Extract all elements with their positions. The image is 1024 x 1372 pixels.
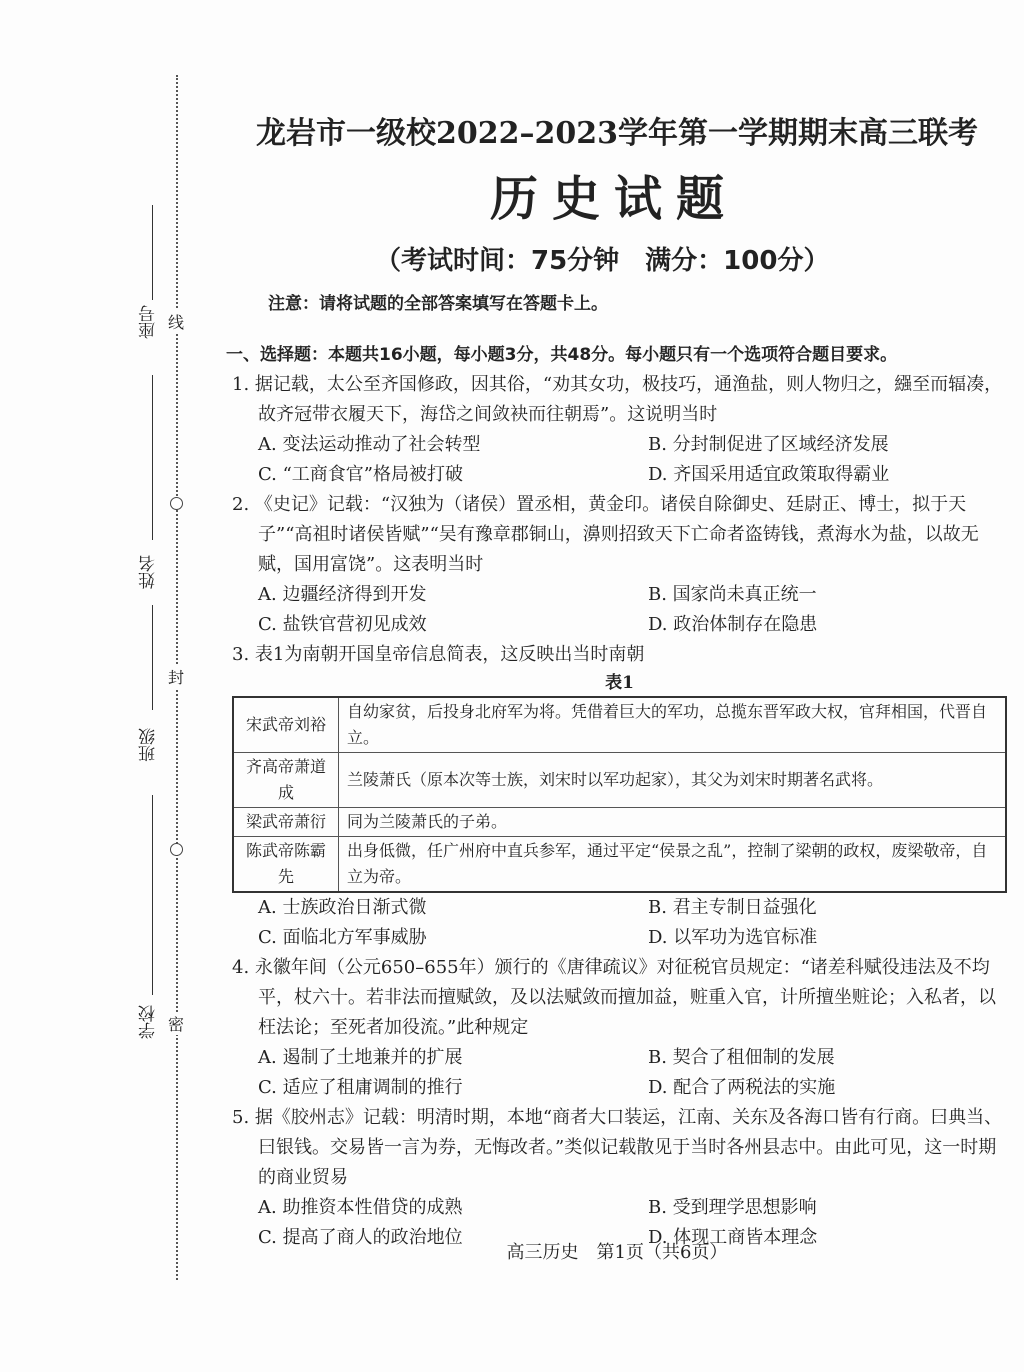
- class-blank: [152, 605, 153, 710]
- punch-circle: [170, 497, 183, 510]
- option-c: C. “工商食官”格局被打破: [258, 464, 463, 485]
- option-a: A. 遏制了土地兼并的扩展: [258, 1047, 463, 1068]
- emperor-info: 出身低微，任广州府中直兵参军，通过平定“侯景之乱”，控制了梁朝的政权，废梁敬帝，自立为帝。: [339, 837, 1007, 893]
- option-d: D. 配合了两税法的实施: [648, 1077, 836, 1098]
- emperor-name: 梁武帝萧衍: [233, 808, 339, 837]
- page-footer: 高三历史 第1页（共6页）: [506, 1242, 728, 1263]
- seat-label: 座号: [139, 305, 159, 339]
- seat-blank: [152, 205, 153, 300]
- option-a: A. 边疆经济得到开发: [258, 584, 427, 605]
- option-a: A. 士族政治日渐式微: [258, 897, 427, 918]
- line-mark: 线: [168, 310, 184, 333]
- school-label: 学校: [139, 1005, 159, 1039]
- notice: 注意：请将试题的全部答案填写在答题卡上。: [268, 294, 608, 314]
- option-b: B. 分封制促进了区域经济发展: [648, 434, 889, 455]
- option-b: B. 受到理学思想影响: [648, 1197, 817, 1218]
- table-row: [233, 697, 1006, 753]
- exam-title: 龙岩市一级校2022–2023学年第一学期期末高三联考: [256, 116, 978, 151]
- table-row: [233, 808, 1006, 837]
- seal-mark: 封: [168, 665, 184, 688]
- option-c: C. 盐铁官营初见成效: [258, 614, 427, 635]
- question-3: [232, 640, 1007, 953]
- question-stem: 1. 据记载，太公至齐国修政，因其俗，“劝其女功，极技巧，通渔盐，则人物归之，繦至而辐凑，故齐冠带衣履天下，海岱之间敛袂而往朝焉”。这说明当时: [232, 374, 1003, 425]
- table-row: [233, 837, 1006, 893]
- emperor-name: 宋武帝刘裕: [233, 697, 339, 753]
- option-c: C. 适应了租庸调制的推行: [258, 1077, 463, 1098]
- class-label: 班级: [139, 728, 159, 762]
- option-b: B. 君主专制日益强化: [648, 897, 817, 918]
- option-d: D. 体现工商皆本理念: [648, 1227, 818, 1248]
- option-c: C. 面临北方军事威胁: [258, 927, 427, 948]
- table-caption: 表1: [605, 673, 634, 693]
- school-blank: [152, 795, 153, 995]
- punch-circle: [170, 843, 183, 856]
- emperor-info: 兰陵萧氏（原本次等士族，刘宋时以军功起家），其父为刘宋时期著名武将。: [339, 753, 1007, 808]
- emperor-info: 自幼家贫，后投身北府军为将。凭借着巨大的军功，总揽东晋军政大权，官拜相国，代晋自立。: [339, 697, 1007, 753]
- question-1: [232, 370, 1007, 490]
- question-stem: 2. 《史记》记载：“汉独为（诸侯）置丞相，黄金印。诸侯自除御史、廷尉正、博士，拟于天子”“高祖时诸侯皆赋”“吴有豫章郡铜山，濞则招致天下亡命者盗铸钱，煮海水为盐，以故无赋，国用富饶”。这表明当时: [232, 494, 979, 575]
- option-b: B. 国家尚未真正统一: [648, 584, 817, 605]
- question-stem: 3. 表1为南朝开国皇帝信息简表，这反映出当时南朝: [232, 644, 645, 665]
- question-stem: 4. 永徽年间（公元650–655年）颁行的《唐律疏议》对征税官员规定：“诸差科赋役违法及不均平，杖六十。若非法而擅赋敛，及以法赋敛而擅加益，赃重入官，计所擅坐赃论；入私者，以枉法论；至死者加役流。”此种规定: [232, 957, 996, 1038]
- option-d: D. 齐国采用适宜政策取得霸业: [648, 464, 890, 485]
- exam-meta: （考试时间：75分钟 满分：100分）: [375, 246, 830, 276]
- option-a: A. 助推资本性借贷的成熟: [258, 1197, 463, 1218]
- questions: [226, 340, 1007, 1253]
- option-c: C. 提高了商人的政治地位: [258, 1227, 463, 1248]
- question-4: [232, 953, 1007, 1103]
- emperor-name: 陈武帝陈霸先: [233, 837, 339, 893]
- secret-mark: 密: [168, 1012, 184, 1035]
- option-d: D. 政治体制存在隐患: [648, 614, 818, 635]
- question-5: [232, 1103, 1007, 1253]
- subject-title: 历史试题: [490, 171, 739, 227]
- option-b: B. 契合了租佃制的发展: [648, 1047, 835, 1068]
- emperor-info: 同为兰陵萧氏的子弟。: [339, 808, 1007, 837]
- option-a: A. 变法运动推动了社会转型: [258, 434, 481, 455]
- name-label: 姓名: [139, 555, 159, 589]
- name-blank: [152, 375, 153, 540]
- option-d: D. 以军功为选官标准: [648, 927, 818, 948]
- question-2: [232, 490, 1007, 640]
- emperor-name: 齐高帝萧道成: [233, 753, 339, 808]
- table-row: [233, 753, 1006, 808]
- emperor-table: [232, 696, 1007, 893]
- section-heading: 一、选择题：本题共16小题，每小题3分，共48分。每小题只有一个选项符合题目要求。: [226, 345, 898, 365]
- question-stem: 5. 据《胶州志》记载：明清时期，本地“商者大口装运，江南、关东及各海口皆有行商。曰典当、曰银钱。交易皆一言为券，无悔改者。”类似记载散见于当时各州县志中。由此可见，这一时期的商业贸易: [232, 1107, 1003, 1188]
